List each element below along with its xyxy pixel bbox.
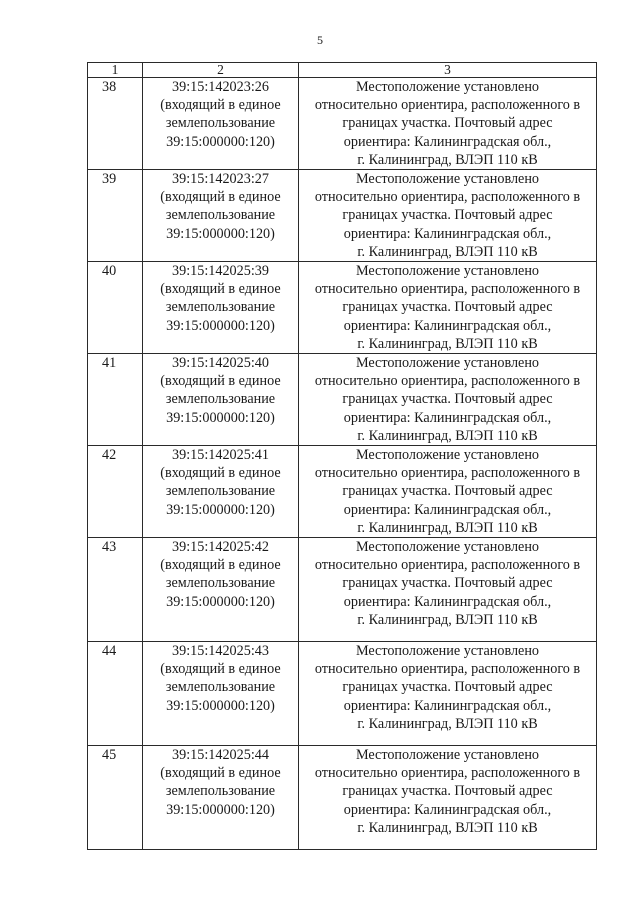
cadastral-line: 39:15:000000:120)	[166, 409, 275, 426]
location-line: относительно ориентира, расположенного в	[314, 661, 581, 678]
location-line: границах участка. Почтовый адрес	[342, 391, 553, 408]
location-line: границах участка. Почтовый адрес	[342, 575, 553, 592]
cadastral-line: 39:15:000000:120)	[166, 697, 275, 714]
location-line: Местоположение установлено	[355, 79, 540, 95]
cadastral-line: 39:15:142025:40	[172, 355, 269, 372]
cadastral-line: землепользование	[165, 783, 276, 800]
location-line: г. Калининград, ВЛЭП 110 кВ	[357, 819, 538, 836]
location-cell	[299, 446, 597, 538]
location-cell	[299, 538, 597, 642]
location-line: г. Калининград, ВЛЭП 110 кВ	[357, 243, 538, 260]
cadastral-line: 39:15:000000:120)	[166, 317, 275, 334]
cadastral-line: 39:15:000000:120)	[166, 501, 275, 518]
cadastral-number-cell	[143, 746, 299, 850]
table-row	[88, 446, 597, 538]
location-line: границах участка. Почтовый адрес	[342, 679, 553, 696]
cadastral-line: 39:15:142025:43	[172, 643, 269, 660]
location-line: г. Калининград, ВЛЭП 110 кВ	[357, 715, 538, 732]
location-line: границах участка. Почтовый адрес	[342, 207, 553, 224]
cadastral-number-cell	[143, 78, 299, 170]
location-line: границах участка. Почтовый адрес	[342, 483, 553, 500]
table-row	[88, 78, 597, 170]
parcels-table	[87, 62, 597, 850]
cadastral-line: (входящий в единое	[160, 189, 281, 206]
location-cell	[299, 354, 597, 446]
location-line: относительно ориентира, расположенного в	[314, 557, 581, 574]
location-line: относительно ориентира, расположенного в	[314, 281, 581, 298]
location-line: г. Калининград, ВЛЭП 110 кВ	[357, 427, 538, 444]
location-line: границах участка. Почтовый адрес	[342, 299, 553, 316]
location-line: ориентира: Калининградская обл.,	[343, 409, 552, 426]
location-cell	[299, 642, 597, 746]
cadastral-line: (входящий в единое	[160, 765, 281, 782]
location-line: Местоположение установлено	[355, 447, 540, 464]
location-cell	[299, 262, 597, 354]
cadastral-line: 39:15:142025:39	[172, 263, 269, 280]
location-line: Местоположение установлено	[355, 539, 540, 556]
location-line: относительно ориентира, расположенного в	[314, 765, 581, 782]
cadastral-number-cell	[143, 354, 299, 446]
location-line: границах участка. Почтовый адрес	[342, 115, 553, 132]
cadastral-line: (входящий в единое	[160, 557, 281, 574]
location-line: Местоположение установлено	[355, 263, 540, 280]
page-number: 5	[317, 33, 323, 47]
row-number: 40	[88, 262, 143, 354]
location-line: ориентира: Калининградская обл.,	[343, 317, 552, 334]
row-number: 43	[88, 538, 143, 642]
row-number: 42	[88, 446, 143, 538]
row-number: 38	[88, 78, 143, 170]
location-line: относительно ориентира, расположенного в	[314, 189, 581, 206]
cadastral-line: 39:15:000000:120)	[166, 133, 275, 150]
row-number: 41	[88, 354, 143, 446]
location-line: ориентира: Калининградская обл.,	[343, 225, 552, 242]
cadastral-line: землепользование	[165, 391, 276, 408]
cadastral-line: 39:15:142023:26	[172, 79, 269, 95]
location-line: Местоположение установлено	[355, 171, 540, 188]
row-number: 39	[88, 170, 143, 262]
cadastral-line: 39:15:142025:42	[172, 539, 269, 556]
location-line: г. Калининград, ВЛЭП 110 кВ	[357, 519, 538, 536]
table-row	[88, 262, 597, 354]
location-line: г. Калининград, ВЛЭП 110 кВ	[357, 611, 538, 628]
cadastral-line: землепользование	[165, 115, 276, 132]
location-cell	[299, 78, 597, 170]
column-header-3: 3	[299, 63, 597, 78]
cadastral-line: (входящий в единое	[160, 281, 281, 298]
location-line: ориентира: Калининградская обл.,	[343, 697, 552, 714]
location-line: ориентира: Калининградская обл.,	[343, 133, 552, 150]
table-row	[88, 538, 597, 642]
table-header-row	[88, 63, 597, 78]
table-row	[88, 354, 597, 446]
cadastral-line: 39:15:142025:41	[172, 447, 269, 464]
cadastral-number-cell	[143, 642, 299, 746]
location-line: Местоположение установлено	[355, 355, 540, 372]
cadastral-line: землепользование	[165, 207, 276, 224]
cadastral-line: землепользование	[165, 483, 276, 500]
location-line: границах участка. Почтовый адрес	[342, 783, 553, 800]
cadastral-line: землепользование	[165, 575, 276, 592]
cadastral-number-cell	[143, 262, 299, 354]
cadastral-line: землепользование	[165, 299, 276, 316]
location-line: г. Калининград, ВЛЭП 110 кВ	[357, 335, 538, 352]
location-cell	[299, 746, 597, 850]
location-line: г. Калининград, ВЛЭП 110 кВ	[357, 151, 538, 168]
table-row	[88, 746, 597, 850]
cadastral-line: (входящий в единое	[160, 373, 281, 390]
column-header-1: 1	[88, 63, 143, 78]
location-cell	[299, 170, 597, 262]
row-number: 44	[88, 642, 143, 746]
location-line: относительно ориентира, расположенного в	[314, 97, 581, 114]
table-row	[88, 642, 597, 746]
cadastral-line: (входящий в единое	[160, 661, 281, 678]
cadastral-line: 39:15:000000:120)	[166, 225, 275, 242]
cadastral-line: (входящий в единое	[160, 465, 281, 482]
cadastral-number-cell	[143, 446, 299, 538]
column-header-2: 2	[143, 63, 299, 78]
cadastral-line: (входящий в единое	[160, 97, 281, 114]
cadastral-line: 39:15:000000:120)	[166, 593, 275, 610]
cadastral-line: 39:15:142025:44	[172, 747, 269, 764]
cadastral-number-cell	[143, 170, 299, 262]
location-line: ориентира: Калининградская обл.,	[343, 593, 552, 610]
location-line: Местоположение установлено	[355, 747, 540, 764]
table-row	[88, 170, 597, 262]
cadastral-line: 39:15:000000:120)	[166, 801, 275, 818]
location-line: относительно ориентира, расположенного в	[314, 373, 581, 390]
cadastral-number-cell	[143, 538, 299, 642]
location-line: относительно ориентира, расположенного в	[314, 465, 581, 482]
cadastral-line: землепользование	[165, 679, 276, 696]
row-number: 45	[88, 746, 143, 850]
location-line: Местоположение установлено	[355, 643, 540, 660]
location-line: ориентира: Калининградская обл.,	[343, 801, 552, 818]
location-line: ориентира: Калининградская обл.,	[343, 501, 552, 518]
cadastral-line: 39:15:142023:27	[172, 171, 269, 188]
